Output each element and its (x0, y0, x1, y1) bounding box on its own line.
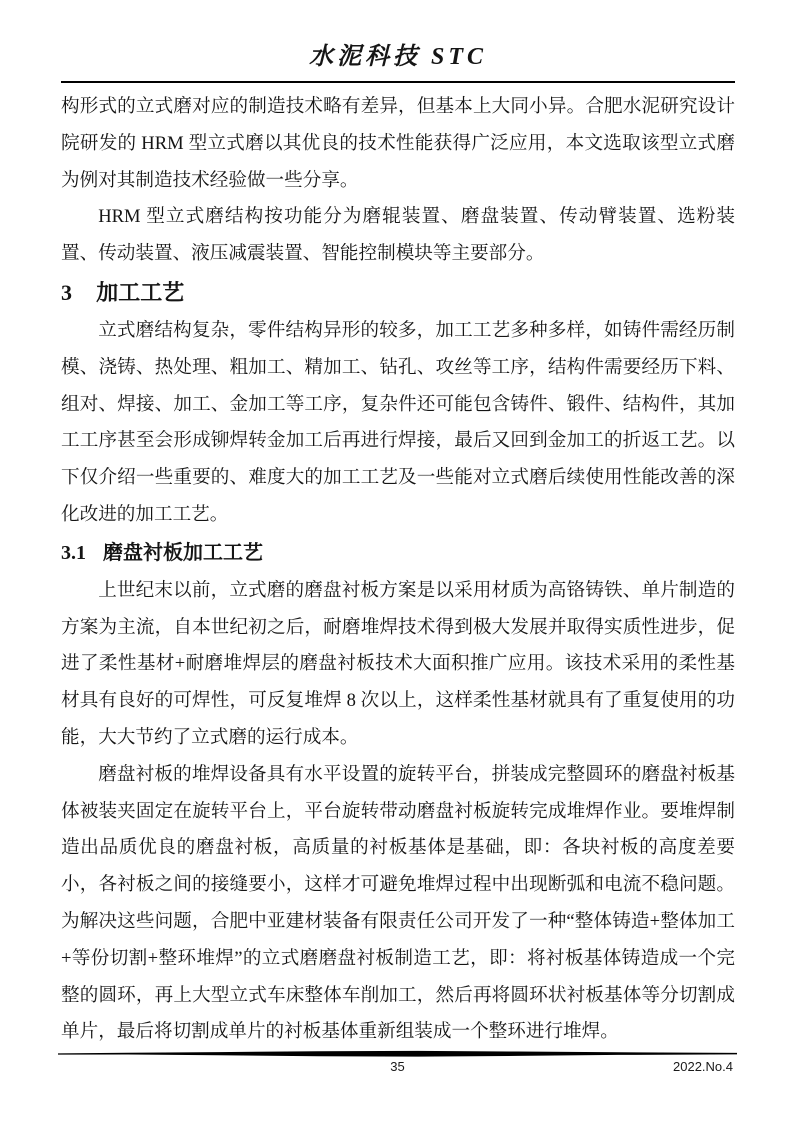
paragraph-liner-welding: 磨盘衬板的堆焊设备具有水平设置的旋转平台，拼装成完整圆环的磨盘衬板基体被装夹固定在旋转平台上，平台旋转带动磨盘衬板旋转完成堆焊作业。要堆焊制造出品质优良的磨盘衬板，高质量的衬板基体是基础，即：各块衬板的高度差要小，各衬板之间的接缝要小，这样才可避免堆焊过程中出现断弧和电流不稳问题。为解决这些问题，合肥中亚建材装备有限责任公司开发了一种“整体铸造+整体加工+等份切割+整环堆焊”的立式磨磨盘衬板制造工艺，即：将衬板基体铸造成一个完整的圆环，再上大型立式车床整体车削加工，然后再将圆环状衬板基体等分切割成单片，最后将切割成单片的衬板基体重新组装成一个整环进行堆焊。 (61, 763, 735, 1043)
header-rule (61, 81, 735, 83)
footer-row (58, 1059, 737, 1077)
page-content (61, 42, 735, 1051)
subsection-heading-title: 磨盘衬板加工工艺 (103, 541, 263, 564)
paragraph-continuation: 构形式的立式磨对应的制造技术略有差异，但基本上大同小异。合肥水泥研究设计院研发的 HRM 型立式磨以其优良的技术性能获得广泛应用，本文选取该型立式磨为例对其制造技术经验做一些分享。 (61, 96, 735, 191)
journal-title: 水泥科技 STC (308, 44, 487, 70)
page-number: 35 (390, 1059, 405, 1074)
subsection-heading-3-1 (61, 534, 735, 573)
section-heading-3 (61, 273, 735, 313)
footer-rule (58, 1050, 737, 1058)
section-heading-number: 3 (61, 279, 72, 305)
subsection-heading-number: 3.1 (61, 541, 86, 564)
article-body (61, 89, 735, 1051)
paragraph-process-overview: 立式磨结构复杂，零件结构异形的较多，加工工艺多种多样，如铸件需经历制模、浇铸、热处理、粗加工、精加工、钻孔、攻丝等工序，结构件需要经历下料、组对、焊接、加工、金加工等工序，复杂件还可能包含铸件、锻件、结构件，其加工工序甚至会形成铆焊转金加工后再进行焊接，最后又回到金加工的折返工艺。以下仅介绍一些重要的、难度大的加工工艺及一些能对立式磨后续使用性能改善的深化改进的加工工艺。 (61, 319, 735, 525)
paragraph-hrm-structure: HRM 型立式磨结构按功能分为磨辊装置、磨盘装置、传动臂装置、选粉装置、传动装置、液压减震装置、智能控制模块等主要部分。 (61, 206, 735, 265)
page-footer (58, 1050, 737, 1077)
section-heading-title: 加工工艺 (96, 279, 185, 305)
issue-label: 2022.No.4 (673, 1059, 733, 1074)
paragraph-liner-history: 上世纪末以前，立式磨的磨盘衬板方案是以采用材质为高铬铸铁、单片制造的方案为主流，自本世纪初之后，耐磨堆焊技术得到极大发展并取得实质性进步，促进了柔性基材+耐磨堆焊层的磨盘衬板技术大面积推广应用。该技术采用的柔性基材具有良好的可焊性，可反复堆焊 8 次以上，这样柔性基材就具有了重复使用的功能，大大节约了立式磨的运行成本。 (61, 579, 735, 748)
